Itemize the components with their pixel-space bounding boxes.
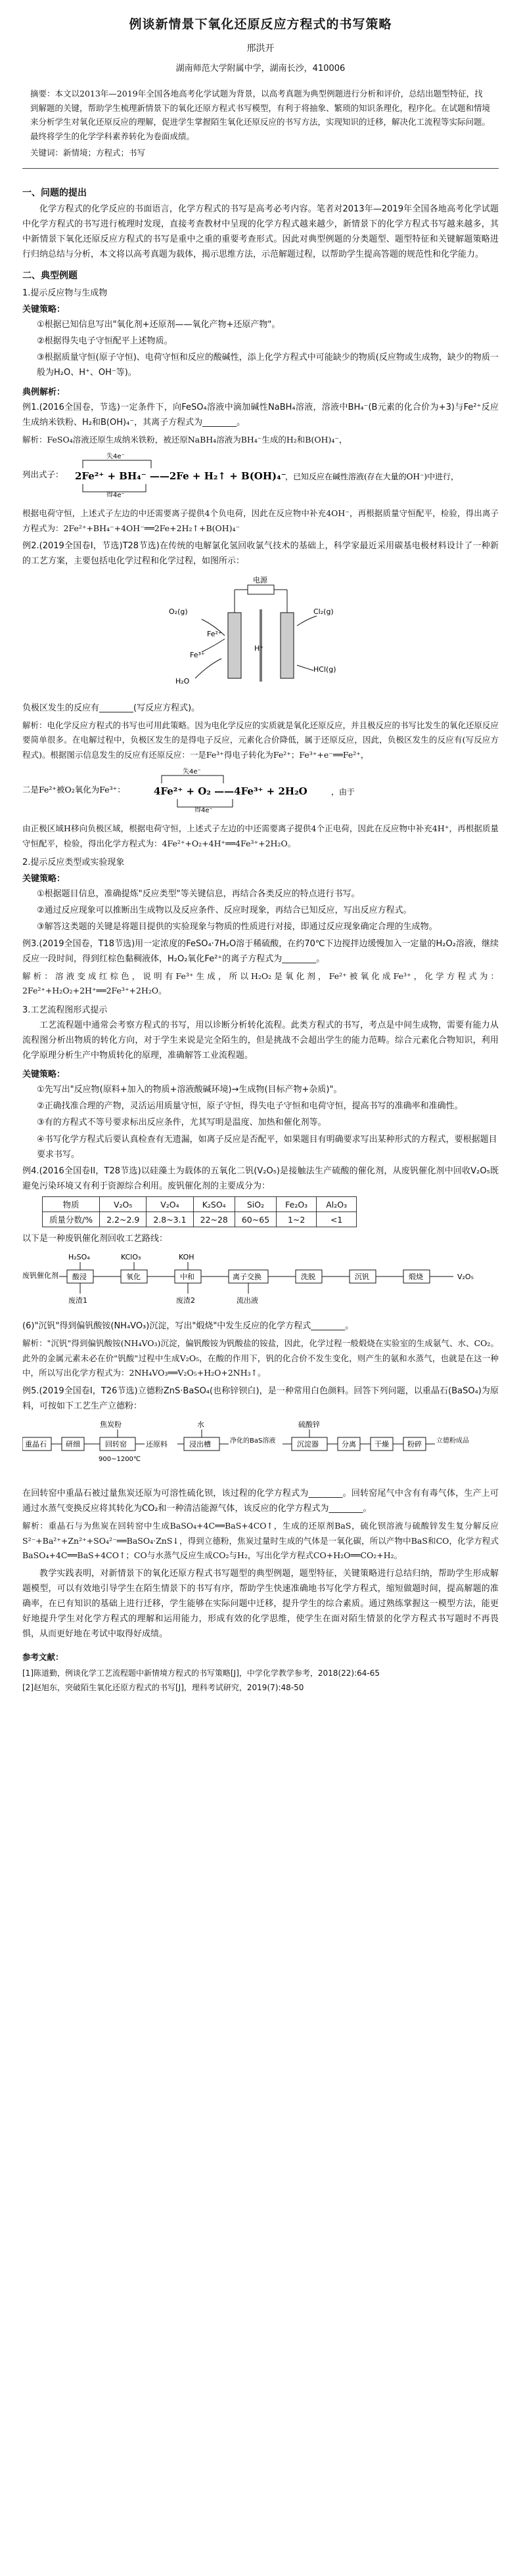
strategy-item: ②通过反应现象可以推断出生成物以及反应条件、反应时现象，再结合已知反应，写出反应方程式。	[37, 906, 412, 916]
flow1-node: 氧化	[126, 1273, 141, 1282]
table-cell: 2.8~3.1	[147, 1212, 193, 1227]
eq2-top-label: 失4e⁻	[183, 768, 201, 776]
strategy-item: ③根据质量守恒(原子守恒)、电荷守恒和反应的酸碱性，添上化学方程式中可能缺少的物质(反应物或生成物，缺少的物质一般为H₂O、H⁺、OH⁻等)。	[37, 353, 499, 378]
example-4-question: (6)"沉钒"得到偏钒酸铵(NH₄VO₃)沉淀，写出"煅烧"中发生反应的化学方程式________。	[22, 1321, 354, 1332]
table-header: Al₂O₃	[317, 1197, 357, 1212]
flow1-reagent: KOH	[179, 1253, 194, 1262]
section-1-paragraph: 化学方程式的化学反应的书面语言，化学方程式的书写是高考必考内容。笔者对2013年—2019年全国各地高考化学试题中化学方程式的书写进行梳理时发现，直接考查教材中呈现的化学方程式越来越少，新情景下的化学方程式书写越来越多，其中新情景下氧化还原反应方程式的书写是重中之重的重要考查形式。因此对典型例题的分类题型、题型特征和关键解题策略进行归纳总结与分析，本文将以高考真题为载体，揭示思维方法，示范解题过程，以帮助学生提高答题的规范性和化学能力。	[22, 204, 499, 259]
section-1-title: 一、问题的提出	[22, 187, 87, 198]
example-head: 典例解析：	[22, 387, 66, 397]
eq2-tail: ，由于	[331, 787, 355, 797]
strategy-item: ①根据题目信息，准确提炼"反应类型"等关键信息，再结合各类反应的特点进行书写。	[37, 889, 360, 900]
table-header: Fe₂O₃	[277, 1197, 317, 1212]
strategy-head-3: 关键策略：	[22, 1070, 66, 1080]
equation-1: 2Fe²⁺ + BH₄⁻ ——2Fe + H₂↑ + B(OH)₄⁻	[75, 470, 286, 483]
left-mid2-label: Fe³⁺	[189, 650, 205, 659]
strategy-item: ②正确找准合理的产物，灵活运用质量守恒，原子守恒，得失电子守恒和电荷守恒，提高书写的准确率和准确性。	[37, 1101, 463, 1112]
subsection-3-paragraph: 工艺流程题中通常会考察方程式的书写，用以诊断分析转化流程。此类方程式的书写，考点是中间生成物，需要有能力从流程图分析出物质的转化方向，对于学生来说是完全陌生的，但是挑战不会超出学生的能力范畴。综合元素化合物知识，利用化学原理分析生产中物质转化的原理，准确解答工业流程题。	[22, 1020, 499, 1060]
flow2-node: 干燥	[374, 1440, 389, 1449]
flow1-node: 洗脱	[301, 1273, 315, 1282]
eq2-cont: 二是Fe²⁺被O₂氧化为Fe³⁺：	[22, 785, 125, 795]
flow1-node: 中和	[180, 1273, 194, 1282]
flow1-reagent: KClO₃	[121, 1253, 141, 1262]
flow1-node: 沉钒	[355, 1273, 369, 1282]
example-4-analysis: 解析："沉钒"得到偏钒酸铵(NH₄VO₃)沉淀，偏钒酸铵为钒酸盐的铵盐，因此，化学过程一般煅烧在实验室的生成氨气、水、CO₂。此外的金属元素未必在价"钒酸"过程中生成V₂O₅，在酸的作用下，钒的化合价不发生变化，则产生的氨和水蒸气，也就是在这一种中，所以写出化学方程式为：2NH₄VO₃══V₂O₅+H₂O+2NH₃↑。	[22, 1338, 499, 1378]
paper-title: 例谈新情景下氧化还原反应方程式的书写策略	[129, 17, 392, 32]
author: 邢洪开	[246, 43, 275, 54]
flow2-node: 分离	[342, 1440, 356, 1449]
strategy-item: ③有的方程式不等号要求标出反应条件，尤其写明是温度、加热和催化剂等。	[37, 1118, 327, 1128]
composition-table	[42, 1196, 357, 1227]
eq-bot-label: 得4e⁻	[106, 492, 125, 498]
flow1-node: 煅烧	[409, 1273, 423, 1282]
flow1-node: 离子交换	[233, 1273, 261, 1282]
table-header: V₂O₄	[147, 1197, 193, 1212]
table-header: SiO₂	[235, 1197, 276, 1212]
power-label: 电源	[252, 575, 267, 584]
conclusion-paragraph: 教学实践表明，对新情景下的氧化还原方程式书写题型的典型例题，题型特征，关键策略进行总结归纳，帮助学生形成解题模型，可以有效地引导学生在陌生情景下的书写有序，帮助学生快速准确地书写化学方程式，缩短做题时间，提高解题的准确率，在已有知识的基础上进行迁移，学生能够在实际问题中迁移，提升学生的综合素质。通过熟练掌握这一模型方法，能更好地提升学生对化学方程式的理解和运用能力，形成有效的化学思维，使学生在面对陌生情景的化学方程式书写题时不再畏惧，从而更好地在考试中取得好成绩。	[22, 1568, 499, 1640]
example-1-analysis: 解析：FeSO₄溶液还原生成纳米铁粉，被还原NaBH₄溶液为BH₄⁻生成的H₂和B(OH)₄⁻，	[22, 434, 348, 445]
flow1-reagent: H₂SO₄	[68, 1253, 90, 1262]
strategy-head: 关键策略：	[22, 305, 66, 315]
flow-1-intro: 以下是一种废钒催化剂回收工艺路线：	[22, 1234, 168, 1244]
subsection-3-title: 3.工艺流程图形式提示	[22, 1005, 108, 1015]
left-mid-label: Fe²⁺	[206, 629, 222, 638]
abstract	[30, 87, 491, 160]
equation-2-figure	[22, 766, 499, 815]
eq-top-label: 失4e⁻	[106, 453, 125, 461]
flowchart-1	[22, 1250, 499, 1312]
eq2-bot-label: 得4e⁻	[194, 807, 213, 813]
flow2-node: 净化的BaS溶液	[230, 1437, 276, 1445]
strategy-item: ①根据已知信息写出"氧化剂+还原剂——氧化产物+还原产物"。	[37, 320, 281, 330]
eq-tail: ，已知反应在碱性溶液(存在大量的OH⁻)中进行，	[285, 472, 459, 482]
example-5-analysis: 解析：重晶石与为焦炭在回转窑中生成BaSO₄+4C══BaS+4CO↑，生成的还原剂BaS，硫化钡溶液与硫酸锌发生复分解反应S²⁻+Ba²⁺+Zn²⁺+SO₄²⁻══BaSO₄·ZnS↓，得到立德粉，焦炭过量时生成的气体是一氧化碳，所以产物中BaS和CO，化学方程式BaSO₄+4C══BaS+4CO↑；CO与水蒸气反应生成CO₂与H₂，写出化学方程式CO+H₂O══CO₂+H₂。	[22, 1521, 499, 1561]
flow2-extra: 还原料	[146, 1440, 168, 1449]
example-3-analysis: 解析：溶液变成红棕色，说明有Fe³⁺生成，所以H₂O₂是氧化剂，Fe²⁺被氧化成Fe³⁺，化学方程式为：2Fe²⁺+H₂O₂+2H⁺══2Fe³⁺+2H₂O。	[22, 971, 499, 996]
example-1: 例1.(2016全国卷，节选)一定条件下，向FeSO₄溶液中滴加碱性NaBH₄溶液，溶液中BH₄⁻(B元素的化合价为+3)与Fe²⁺反应生成纳米铁粉、H₂和B(OH)₄⁻，其离子方程式为________。	[22, 402, 499, 427]
strategy-head-2: 关键策略：	[22, 874, 66, 884]
subsection-1-title: 1.提示反应物与生成物	[22, 288, 108, 298]
table-header: 物质	[43, 1197, 100, 1212]
strategy-item: ④书写化学方程式后要认真检查有无遗漏，如离子反应是否配平，如果题目有明确要求写出某种形式的方程式，要根据题目要求书写。	[37, 1134, 497, 1160]
flow2-node: 沉淀器	[297, 1440, 319, 1449]
affiliation: 湖南师范大学附属中学，湖南长沙，410006	[175, 64, 346, 74]
example-5-question: 在回转窑中重晶石被过量焦炭还原为可溶性硫化钡，该过程的化学方程式为________。回转窑尾气中含有有毒气体，生产上可通过水蒸气变换反应将其转化为CO₂和一种清洁能源气体，该反应的化学方程式为________。	[22, 1489, 499, 1514]
flowchart-2	[22, 1418, 499, 1479]
flow2-label: 水	[197, 1420, 204, 1429]
example-2: 例2.(2019全国卷I，节选)T28节选)在传统的电解氯化氢回收氯气技术的基础上，科学家最近采用碳基电极材料设计了一种新的工艺方案，主要包括电化学过程和化学过程，如图所示：	[22, 541, 499, 567]
flow2-node: 重晶石	[25, 1440, 47, 1449]
references-list	[22, 1667, 499, 1695]
example-2-question: 负极区发生的反应有________(写反应方程式)。	[22, 703, 200, 713]
subsection-2-title: 2.提示反应类型或实验现象	[22, 858, 125, 868]
reference-item: [2]赵旭东，突破陌生氧化还原方程式的书写[J]，理科考试研究，2019(7):48-50	[22, 1682, 304, 1692]
flow1-node: 酸浸	[72, 1273, 87, 1282]
table-cell: 22~28	[193, 1212, 235, 1227]
example-1-continued: 根据电荷守恒，上述式子左边的中还需要离子提供4个负电荷，因此在反应物中补充4OH⁻，再根据质量守恒配平，检验，得出离子方程式为：2Fe²⁺+BH₄⁻+4OH⁻══2Fe+2H₂↑+B(OH)₄⁻	[22, 508, 499, 533]
table-row-label: 质量分数/%	[43, 1212, 100, 1227]
table-cell: <1	[317, 1212, 357, 1227]
eq-label: 列出式子：	[22, 469, 64, 480]
electrolysis-diagram	[22, 573, 499, 694]
reference-item: [1]陈道勤，例谈化学工艺流程题中新情境方程式的书写策略[J]，中学化学教学参考，2018(22):64-65	[22, 1669, 380, 1678]
h-plus-label: H⁺	[254, 644, 263, 653]
table-header-row	[43, 1197, 357, 1212]
keywords: 关键词：新情境；方程式；书写	[30, 148, 146, 158]
table-header: K₂SO₄	[193, 1197, 235, 1212]
flow2-node: 浸出槽	[189, 1440, 211, 1449]
table-cell: 1~2	[277, 1212, 317, 1227]
flow1-waste: 废渣1	[68, 1296, 87, 1305]
abstract-text: 摘要：本文以2013年—2019年全国各地高考化学试题为背景，以高考真题为典型例题进行分析和评价，总结出题型特征，找到解题的关键，帮助学生梳理新情景下的氧化还原方程式书写模型，有利于将抽象、繁琐的知识条理化，程序化。在试题和情境来分析学生对氧化还原反应的理解，促进学生掌握陌生氧化还原反应的书写方法，实现知识的迁移，解决化工流程等实际问题。最终将学生的化学学科素养转化为卷面成绩。	[30, 89, 491, 141]
left-top-label: O₂(g)	[168, 607, 188, 616]
table-row	[43, 1212, 357, 1227]
divider	[22, 168, 499, 169]
flow2-node: 立德粉成品	[436, 1437, 469, 1445]
flow1-waste: 废渣2	[176, 1296, 195, 1305]
paper-page	[22, 8, 499, 1695]
strategy-item: ③解答这类题的关键是将题目提供的实验现象与物质的性质进行对接，即通过反应现象确定合理的生成物。	[37, 922, 438, 932]
flow1-node: V₂O₅	[457, 1273, 474, 1282]
flow2-label: 硫酸锌	[298, 1420, 320, 1429]
strategy-item: ①先写出"反应物(原料+加入的物质+溶液酸碱环境)→生成物(目标产物+杂质)"。	[37, 1085, 342, 1095]
flow2-node: 研细	[66, 1440, 80, 1449]
equation-2: 4Fe²⁺ + O₂ ——4Fe³⁺ + 2H₂O	[154, 785, 307, 798]
example-4: 例4.(2016全国卷II，T28节选)以硅藻土为载体的五氧化二钒(V₂O₅)是接触法生产硫酸的催化剂，从废钒催化剂中回收V₂O₅既避免污染环境又有利于资源综合利用。废钒催化剂的主要成分为：	[22, 1166, 499, 1191]
section-2-title: 二、典型例题	[22, 271, 78, 281]
example-2-continued: 由正极区域H移向负极区域，根据电荷守恒，上述式子左边的中还需要离子提供4个正电荷，因此在反应物中补充4H⁺，再根据质量守恒配平，检验，得出化学方程式为：4Fe²⁺+O₂+4H⁺══4Fe³⁺+2H₂O。	[22, 823, 499, 848]
references-head: 参考文献：	[22, 1652, 64, 1663]
flow2-label: 900~1200℃	[99, 1456, 141, 1463]
left-bot-label: H₂O	[175, 676, 189, 686]
example-3: 例3.(2019全国卷，T18节选)用一定浓度的FeSO₄·7H₂O溶于稀硫酸，在约70℃下边搅拌边缓慢加入一定量的H₂O₂溶液，继续反应一段时间，得到红棕色黏稠液体，H₂O₂氧化Fe²⁺的离子方程式为________。	[22, 938, 499, 964]
table-header: V₂O₅	[100, 1197, 147, 1212]
flow2-node: 回转窑	[105, 1440, 127, 1449]
example-5: 例5.(2019全国卷I，T26节选)立德粉ZnS·BaSO₄(也称锌钡白)，是一种常用白色颜料。回答下列问题，以重晶石(BaSO₄)为原料，可按如下工艺生产立德粉：	[22, 1386, 499, 1411]
flow1-waste: 流出液	[237, 1296, 258, 1305]
table-cell: 60~65	[235, 1212, 276, 1227]
flow1-node: 废钒催化剂	[22, 1271, 58, 1280]
right-mid-label: HCl(g)	[313, 665, 336, 674]
equation-1-figure	[22, 451, 499, 500]
right-top-label: Cl₂(g)	[313, 607, 334, 616]
strategy-item: ②根据得失电子守恒配平上述物质。	[37, 336, 173, 347]
example-2-analysis: 解析：电化学反应方程式的书写也可用此策略。因为电化学反应的实质就是氧化还原反应，并且极反应的书写比发生的氧化还原反应要简单很多。在电解过程中，负极区发生的是得电子反应，元素化合价降低，属于还原反应，因此，负极区发生的反应有(写反应方程式)。根据图示信息发生的反应有还原反应：一是Fe³⁺得电子转化为Fe²⁺；Fe³⁺+e⁻══Fe²⁺，	[22, 720, 499, 760]
table-cell: 2.2~2.9	[100, 1212, 147, 1227]
flow2-label: 焦炭粉	[100, 1420, 122, 1429]
flow2-node: 粉碎	[407, 1440, 422, 1449]
